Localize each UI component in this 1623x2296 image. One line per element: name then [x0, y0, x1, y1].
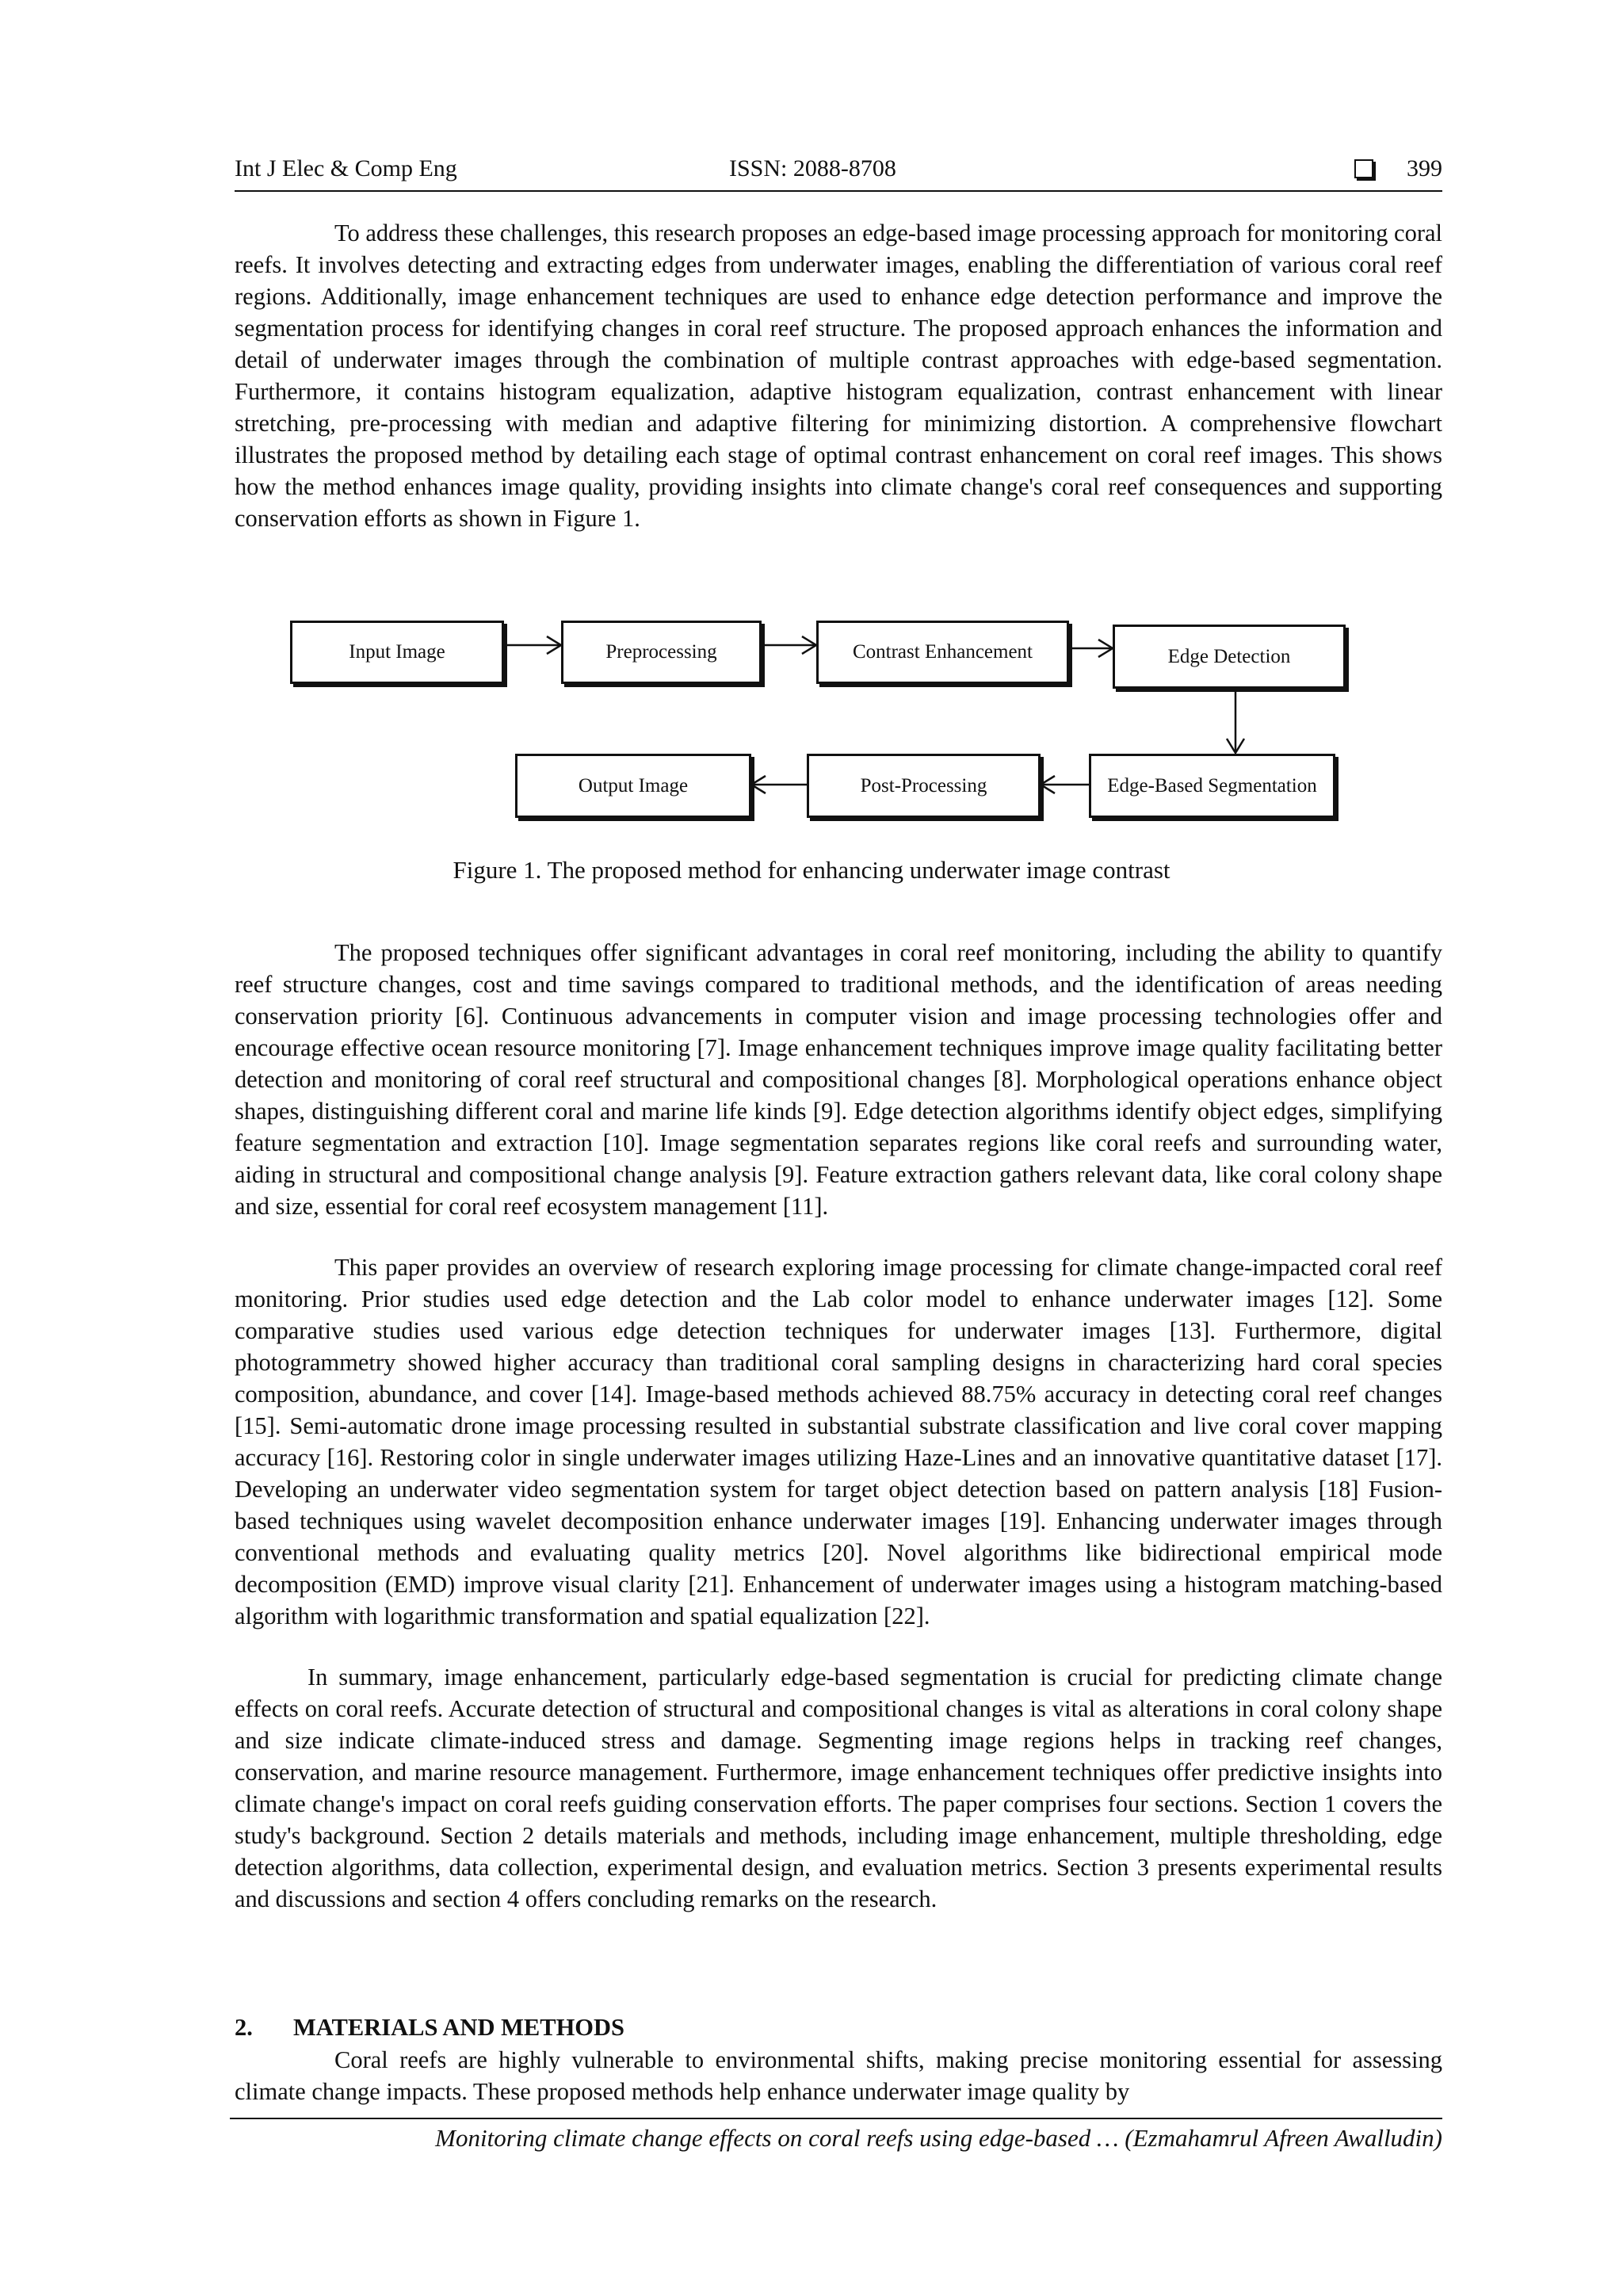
issn: ISSN: 2088-8708 [729, 155, 896, 181]
flowchart-node-edge-detection [1113, 625, 1346, 689]
running-title: Monitoring climate change effects on coral reefs using edge-based … (Ezmahamrul Afreen Awalludin) [435, 2124, 1442, 2152]
flowchart-node-label: Output Image [578, 774, 689, 797]
paragraph-overview: This paper provides an overview of research exploring image processing for climate change-impacted coral reef monitoring. Prior studies used edge detection and the Lab color model to enhance underwater images [12]. Some comparative studies used various edge detection techniques for underwater images [13]. Furthermore, digital photogrammetry showed higher accuracy than traditional coral sampling designs in characterizing hard coral species composition, abundance, and cover [14]. Image-based methods achieved 88.75% accuracy in detecting coral reef changes [15]. Semi-automatic drone image processing resulted in substantial substrate classification and live coral cover mapping accuracy [16]. Restoring color in single underwater images utilizing Haze-Lines and an innovative quantitative dataset [17]. Developing an underwater video segmentation system for target object detection based on pattern analysis [18] Fusion-based techniques using wavelet decomposition enhance underwater images [19]. Enhancing underwater images through conventional methods and evaluating quality metrics [20]. Novel algorithms like bidirectional empirical mode decomposition (EMD) improve visual clarity [21]. Enhancement of underwater images using a histogram matching-based algorithm with logarithmic transformation and spatial equalization [22]. [235, 1254, 1442, 1629]
flowchart-node-label: Edge Detection [1167, 645, 1291, 667]
paragraph-summary: In summary, image enhancement, particularly edge-based segmentation is crucial for predicting climate change effects on coral reefs. Accurate detection of structural and compositional changes is vital as alterations in coral colony shape and size indicate climate-induced stress and damage. Segmenting image regions helps in tracking reef changes, conservation, and marine resource management. Furthermore, image enhancement techniques offer predictive insights into climate change's impact on coral reefs guiding conservation efforts. The paper comprises four sections. Section 1 covers the study's background. Section 2 details materials and methods, including image enhancement, multiple thresholding, edge detection algorithms, data collection, experimental design, and evaluation metrics. Section 3 presents experimental results and discussions and section 4 offers concluding remarks on the research. [235, 1664, 1442, 1912]
section-title: MATERIALS AND METHODS [293, 2014, 625, 2041]
flowchart-node-edge-based-segmentation [1089, 754, 1335, 818]
flowchart-arrows [0, 0, 1623, 872]
paragraph-intro: To address these challenges, this research proposes an edge-based image processing approach for monitoring coral reefs. It involves detecting and extracting edges from underwater images, enabling the differentiation of various coral reef regions. Additionally, image enhancement techniques are used to enhance edge detection performance and improve the segmentation process for identifying changes in coral reef structure. The proposed approach enhances the information and detail of underwater images through the combination of multiple contrast approaches with edge-based segmentation. Furthermore, it contains histogram equalization, adaptive histogram equalization, contrast enhancement with linear stretching, pre-processing with median and adaptive filtering for minimizing distortion. A comprehensive flowchart illustrates the proposed method by detailing each stage of optimal contrast enhancement on coral reef images. This shows how the method enhances image quality, providing insights into climate change's coral reef consequences and supporting conservation efforts as shown in Figure 1. [235, 220, 1442, 532]
section-heading [235, 2014, 624, 2042]
figure-caption: Figure 1. The proposed method for enhancing underwater image contrast [453, 856, 1170, 884]
flowchart-node-label: Post-Processing [860, 774, 987, 797]
journal-name: Int J Elec & Comp Eng [235, 155, 457, 181]
flowchart-node-contrast-enhancement [816, 621, 1069, 684]
flowchart-node-label: Preprocessing [605, 641, 717, 663]
flowchart-node-label: Edge-Based Segmentation [1107, 774, 1317, 797]
flowchart-node-input-image [290, 621, 504, 684]
flowchart-node-label: Input Image [349, 641, 445, 663]
section-number: 2. [235, 2014, 253, 2041]
flowchart-node-post-processing [807, 754, 1041, 818]
flowchart-node-preprocessing [561, 621, 762, 684]
page-number: 399 [1407, 155, 1442, 181]
paragraph-advantages: The proposed techniques offer significant advantages in coral reef monitoring, including the ability to quantify reef structure changes, cost and time savings compared to traditional methods, and the identification of areas needing conservation priority [6]. Continuous advancements in computer vision and image processing technologies offer and encourage effective ocean resource monitoring [7]. Image enhancement techniques improve image quality facilitating better detection and monitoring of coral reef structural and compositional changes [8]. Morphological operations enhance object shapes, distinguishing different coral and marine life kinds [9]. Edge detection algorithms identify object edges, simplifying feature segmentation and extraction [10]. Image segmentation separates regions like coral reefs and surrounding water, aiding in structural and compositional change analysis [9]. Feature extraction gathers relevant data, like coral colony shape and size, essential for coral reef ecosystem management [11]. [235, 939, 1442, 1220]
flowchart-node-output-image [515, 754, 751, 818]
flowchart-node-label: Contrast Enhancement [852, 641, 1033, 663]
paragraph-methods: Coral reefs are highly vulnerable to environmental shifts, making precise monitoring essential for assessing climate change impacts. These proposed methods help enhance underwater image quality by [235, 2046, 1442, 2105]
footer-rule [230, 2118, 1442, 2119]
